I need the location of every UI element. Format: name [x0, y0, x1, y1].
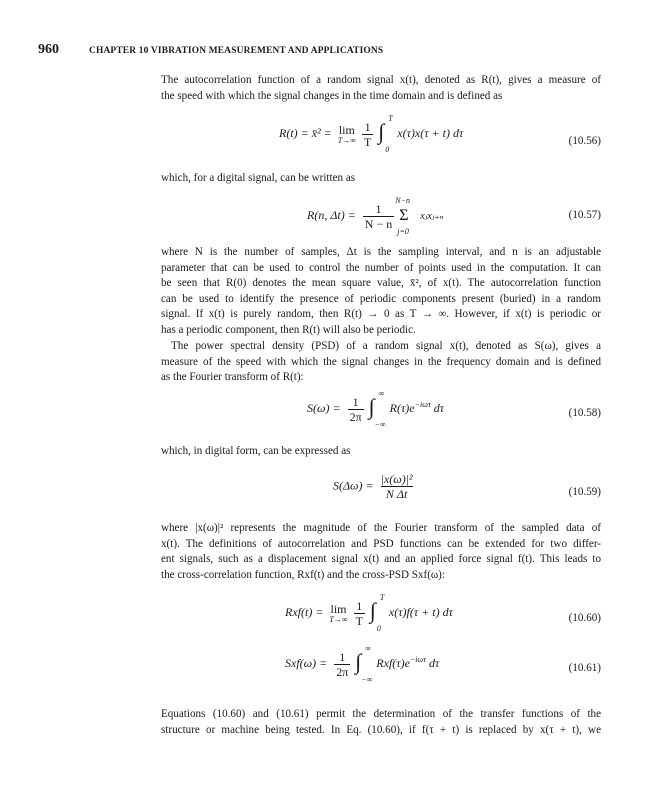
integral-sign: ∫ T 0	[378, 114, 393, 154]
exponent: −iωτ	[409, 654, 427, 664]
equation-10-58	[161, 390, 601, 434]
running-header	[38, 42, 608, 60]
page-number: 960	[38, 42, 59, 57]
equation-number: (10.58)	[568, 407, 601, 419]
eq-lhs: R(t) = x̄² =	[279, 125, 332, 140]
text-line: structure or machine being tested. In Eq. (10.60), if f(τ + t) is replaced by x(τ + t), we	[161, 723, 601, 736]
text-line: x(t). The definitions of autocorrelation and PSD functions can be extended for two differ-	[161, 537, 601, 550]
fraction-denominator: 2π	[349, 409, 362, 424]
sum-upper: N−n	[395, 196, 410, 205]
text-line: can be used to identify the presence of periodic components present (buried) in a random	[161, 292, 601, 305]
integrand: Rxf(τ)e	[376, 655, 410, 670]
eq-lhs: Sxf(ω) =	[285, 655, 328, 670]
text-line: Equations (10.60) and (10.61) permit the determination of the transfer functions of the	[161, 708, 601, 720]
integral-lower: −∞	[361, 675, 373, 684]
equation-number: (10.61)	[568, 662, 601, 674]
fraction-denominator: T	[363, 134, 372, 149]
equation-body	[307, 196, 444, 236]
text-line: be seen that R(0) denotes the mean square value, x̄², of x(t). The autocorrelation function	[161, 277, 601, 290]
limit-operator	[338, 124, 356, 145]
differential: dτ	[429, 655, 440, 670]
fraction-numerator: 1	[364, 119, 371, 134]
fraction	[362, 120, 373, 149]
equation-body	[285, 593, 453, 633]
integrand: R(τ)e	[389, 400, 415, 415]
text-line: has a periodic component, then R(t) will also be periodic.	[161, 323, 416, 336]
integral-upper: ∞	[378, 389, 385, 398]
summand: xⱼxⱼ₊ₙ	[420, 210, 444, 222]
text-line: the speed with which the signal changes in the time domain and is defined as	[161, 89, 503, 102]
integrand: x(τ)x(τ + t) dτ	[397, 125, 464, 140]
text-line: where N is the number of samples, Δt is the sampling interval, and n is an adjustable	[161, 246, 601, 258]
integral-lower: 0	[385, 145, 390, 154]
eq-lhs: Rxf(t) =	[285, 604, 324, 619]
text-line: signal. If x(t) is purely random, then R(t) → 0 as T → ∞. However, if x(t) is periodic or	[161, 308, 601, 321]
equation-number: (10.57)	[568, 209, 601, 221]
integral-sign: ∫ ∞ −∞	[368, 389, 386, 429]
text-line: The autocorrelation function of a random signal x(t), denoted as R(t), gives a measure of	[161, 74, 601, 86]
chapter-title: CHAPTER 10 VIBRATION MEASUREMENT AND APPLICATIONS	[89, 46, 384, 56]
equation-number: (10.60)	[568, 612, 601, 624]
equation-body	[333, 472, 413, 501]
paragraph-autocorrelation-intro	[161, 73, 601, 104]
fraction-denominator: 2π	[336, 664, 349, 679]
equation-body	[285, 644, 440, 684]
fraction	[381, 472, 413, 501]
fraction-numerator: 1	[339, 649, 346, 664]
text-line: where |x(ω)|² represents the magnitude of the Fourier transform of the sampled data of	[161, 522, 601, 534]
paragraph-digital-form	[161, 444, 601, 460]
limit-subscript: T→∞	[337, 135, 356, 145]
eq-lhs: S(Δω) =	[333, 478, 374, 493]
differential: dτ	[433, 400, 445, 415]
equation-number: (10.56)	[568, 135, 601, 147]
fraction	[354, 599, 365, 628]
text-line: ent signals, such as a displacement signal x(t) and an applied force signal f(t). This leads to	[161, 553, 601, 566]
integral-upper: ∞	[365, 644, 371, 653]
fraction	[334, 650, 350, 679]
paragraph-autocorrelation-properties	[161, 245, 601, 339]
text-line: measure of the speed with which the signal changes in the frequency domain and is defined	[161, 355, 601, 368]
fraction	[363, 202, 394, 231]
paragraph-cross-correlation	[161, 521, 601, 583]
summation-sign: Σ N−n j=0	[395, 196, 410, 236]
equation-10-57	[161, 195, 601, 235]
paragraph-transfer-functions	[161, 707, 601, 738]
fraction-numerator: 1	[356, 598, 363, 613]
equation-10-61	[161, 645, 601, 689]
eq-lhs: S(ω) =	[307, 400, 341, 415]
text-line: The power spectral density (PSD) of a random signal x(t), denoted as S(ω), gives a	[171, 340, 601, 352]
sum-lower: j=0	[397, 227, 409, 236]
paragraph-digital-signal	[161, 171, 601, 187]
limit-subscript: T→∞	[329, 614, 348, 624]
text-line: parameter that can be used to control the number of points used in the computation. It can	[161, 261, 601, 274]
fraction-denominator: N Δt	[381, 486, 413, 501]
integral-sign: ∫ ∞ −∞	[355, 644, 373, 684]
integral-upper: T	[388, 114, 393, 123]
fraction	[348, 395, 364, 424]
text-line: which, for a digital signal, can be written as	[161, 172, 356, 184]
fraction-numerator: |x(ω)|²	[380, 472, 413, 486]
limit-text: lim	[330, 601, 347, 616]
integrand: x(τ)f(τ + t) dτ	[388, 604, 453, 619]
equation-10-59	[161, 470, 601, 510]
equation-number: (10.59)	[568, 486, 601, 498]
text-line: the cross-correlation function, Rxf(t) and the cross-PSD Sxf(ω):	[161, 568, 445, 581]
text-line: which, in digital form, can be expressed as	[161, 445, 351, 457]
fraction-numerator: 1	[352, 394, 359, 409]
fraction-denominator: N − n	[364, 216, 393, 231]
integral-lower: −∞	[374, 420, 386, 429]
paragraph-psd-intro	[161, 339, 601, 386]
equation-body	[307, 389, 445, 429]
equation-10-60	[161, 592, 601, 636]
integral-lower: 0	[376, 624, 381, 633]
integral-sign: ∫ T 0	[369, 593, 385, 633]
equation-body	[279, 114, 464, 154]
fraction-numerator: 1	[375, 201, 382, 216]
fraction-denominator: T	[355, 613, 363, 628]
limit-operator	[329, 603, 347, 624]
eq-lhs: R(n, Δt) =	[307, 207, 356, 222]
text-line: as the Fourier transform of R(t):	[161, 371, 304, 384]
equation-10-56	[161, 115, 601, 161]
exponent: −iωτ	[414, 399, 431, 409]
limit-text: lim	[338, 122, 355, 137]
integral-upper: T	[379, 593, 385, 602]
